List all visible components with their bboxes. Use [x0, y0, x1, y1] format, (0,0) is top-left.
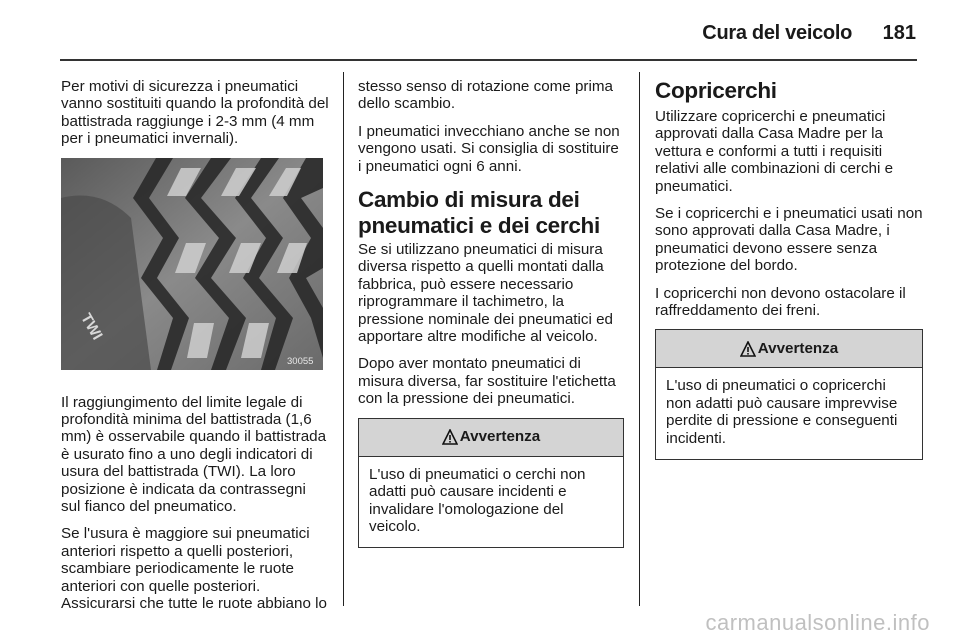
- tire-tread-wear-indicator-illustration: [61, 158, 323, 370]
- twi-label: TWI: [77, 310, 106, 343]
- column-divider-2: [639, 72, 640, 606]
- warning-header: [359, 419, 623, 457]
- warning-title: Avvertenza: [459, 428, 541, 446]
- paragraph: Se i copricerchi e i pneumatici usati non sono approvati dalla Casa Madre, i pneumatici devono essere senza protezione del bordo.: [655, 205, 923, 275]
- warning-header: [656, 330, 922, 368]
- figure-code: 30055: [287, 355, 314, 367]
- column-3: [655, 78, 923, 460]
- paragraph: Dopo aver montato pneumatici di misura diversa, far sostituire l'etichetta con la pressione dei pneumatici.: [358, 355, 616, 408]
- column-1: [61, 78, 329, 623]
- warning-triangle-icon: [740, 341, 756, 357]
- page-number: 181: [882, 22, 916, 44]
- warning-triangle-icon: [442, 429, 458, 445]
- warning-box: [655, 329, 923, 460]
- section-heading: Copricerchi: [655, 78, 777, 103]
- warning-title: Avvertenza: [757, 340, 839, 358]
- header-rule: [60, 59, 917, 61]
- paragraph: I copricerchi non devono ostacolare il raffreddamento dei freni.: [655, 284, 906, 320]
- section-heading: Cambio di misura dei pneumatici e dei cerchi: [358, 187, 600, 239]
- column-divider-1: [343, 72, 344, 606]
- paragraph: Il raggiungimento del limite legale di profondità minima del battistrada (1,6 mm) è osservabile quando il battistrada è usurato fino a uno degli indicatori di usura del battistrada (TWI). La loro posizione è indicata da contrassegni sul fianco del pneumatico.: [61, 393, 327, 516]
- section-title: Cura del veicolo: [702, 22, 852, 44]
- column-2: [358, 78, 624, 548]
- warning-body: L'uso di pneumatici o copricerchi non adatti può causare imprevvise perdite di pressione e conseguenti incidenti.: [666, 377, 898, 447]
- warning-body: L'uso di pneumatici o cerchi non adatti può causare incidenti e invalidare l'omologazione del veicolo.: [369, 465, 586, 535]
- paragraph: I pneumatici invecchiano anche se non vengono usati. Si consiglia di sostituire i pneumatici ogni 6 anni.: [358, 122, 620, 175]
- paragraph: Utilizzare copricerchi e pneumatici approvati dalla Casa Madre per la vettura e conformi a tutti i requisiti relativi alle combinazioni di cerchi e pneumatici.: [655, 108, 894, 195]
- paragraph: Se si utilizzano pneumatici di misura diversa rispetto a quelli montati dalla fabbrica, può essere necessario riprogrammare il tachimetro, la pressione nominale dei pneumatici ed apportare altre modifiche al veicolo.: [358, 241, 613, 346]
- paragraph: Per motivi di sicurezza i pneumatici vanno sostituiti quando la profondità del battistrada raggiunge i 2-3 mm (4 mm per i pneumatici invernali).: [61, 78, 329, 148]
- page-header: [0, 0, 960, 60]
- paragraph: Se l'usura è maggiore sui pneumatici anteriori rispetto a quelli posteriori, scambiare periodicamente le ruote anteriori con quelle posteriori. Assicurarsi che tutte le ruote abbiano lo: [61, 525, 327, 613]
- warning-box: [358, 418, 624, 549]
- paragraph: stesso senso di rotazione come prima dello scambio.: [358, 78, 613, 113]
- watermark: carmanualsonline.info: [705, 610, 930, 635]
